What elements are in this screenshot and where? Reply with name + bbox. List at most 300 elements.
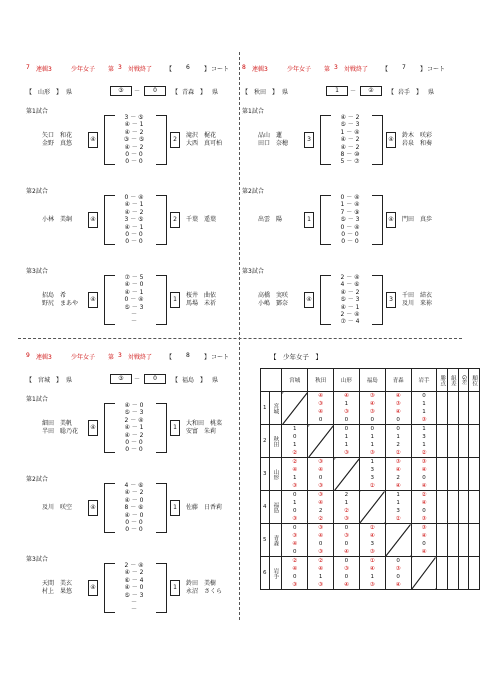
- left-bracket: [104, 563, 115, 613]
- standings-header: 青森: [385, 369, 411, 392]
- standings-cell-value: ②: [292, 558, 298, 564]
- standings-cell-value: 0: [318, 541, 323, 547]
- right-result: 1: [170, 420, 180, 436]
- player-right: 及川 来祢: [402, 300, 433, 307]
- left-result: ④: [88, 132, 98, 148]
- standings-cell-value: ④: [292, 541, 298, 547]
- standings-cell-value: ③: [421, 417, 427, 423]
- set-score: 3 － ⑤: [124, 114, 144, 121]
- standings-cell-value: 1: [396, 500, 400, 506]
- set-score: ④ － 2: [124, 489, 144, 497]
- player-right: 門田 真歩: [402, 216, 433, 223]
- set-score: ⑤ － 3: [340, 296, 360, 304]
- set-score: 0 － ④: [124, 296, 144, 304]
- standings-cell-value: ④: [395, 483, 401, 489]
- standings-cell-value: ④: [395, 467, 401, 473]
- standings-row: 3 山形 ② ④ 1 ③ ③ ④ 0 ③ 1 3 3 ② ③ ④ 2 ④ ③ ④ 0 ④: [261, 458, 480, 491]
- standings-cell-value: ④: [318, 566, 324, 572]
- left-players: [258, 216, 282, 224]
- standings-header: 秋田: [308, 369, 334, 392]
- standings-cell-value: 1: [422, 442, 426, 448]
- standings-cell-value: 1: [292, 426, 297, 432]
- left-result: 3: [304, 132, 314, 148]
- diagonal-cell: [308, 425, 334, 458]
- standings-cell-value: 3: [422, 434, 426, 440]
- standings-cell-value: ④: [343, 582, 349, 588]
- standings-cell-value: 0: [396, 417, 400, 423]
- player-right: 佐藤 日香莉: [186, 504, 223, 511]
- standings-title: 【 少年女子 】: [270, 353, 322, 361]
- standings-cell-value: 0: [318, 475, 323, 481]
- standings-cell-value: ③: [292, 533, 298, 539]
- standings-cell-value: 0: [344, 417, 349, 423]
- standings-cell-value: 3: [370, 475, 375, 481]
- standings-table: [260, 368, 480, 590]
- left-bracket: [104, 275, 115, 325]
- standings-blank: [437, 392, 448, 425]
- standings-cell-value: ④: [369, 401, 375, 407]
- standings-blank: [448, 425, 459, 458]
- player-right: 永沼 さくら: [186, 588, 223, 595]
- set-score: ④ － 1: [124, 121, 144, 129]
- left-players: [42, 216, 72, 224]
- player-right: 滝沢 梶花: [186, 132, 217, 139]
- standings-cell-value: 0: [292, 525, 297, 531]
- standings-blank: [437, 491, 448, 524]
- standings-cell-value: ④: [318, 500, 324, 506]
- standings-cell-value: ③: [421, 459, 427, 465]
- set-score: 0 － 0: [125, 158, 143, 166]
- team-right: 岩手: [398, 89, 411, 96]
- standings-blank: [469, 425, 480, 458]
- score-right: 0: [144, 86, 166, 96]
- set-score: －: [130, 310, 137, 318]
- set-score: 0 － 0: [125, 446, 143, 454]
- standings-header: 福島: [359, 369, 385, 392]
- standings-blank: [437, 425, 448, 458]
- diagonal-cell: [359, 491, 385, 524]
- set-score: －: [130, 598, 137, 606]
- standings-cell-value: ④: [421, 549, 427, 555]
- team-left: 宮城: [38, 377, 51, 384]
- right-bracket: [156, 403, 167, 453]
- standings-cell-value: ③: [395, 459, 401, 465]
- match-label: 第3試合: [242, 268, 264, 275]
- set-scores: [116, 274, 152, 326]
- left-result: ④: [88, 580, 98, 596]
- standings-cell-value: 3: [370, 541, 375, 547]
- left-result: 1: [304, 212, 314, 228]
- left-players: [42, 580, 72, 596]
- standings-cell-value: ③: [292, 582, 298, 588]
- standings-blank: [448, 458, 459, 491]
- standings-cell-value: ③: [369, 582, 375, 588]
- standings-cell-value: ②: [395, 450, 401, 456]
- standings-cell-value: ③: [369, 450, 375, 456]
- standings-cell-value: 0: [396, 558, 400, 564]
- standings-cell-value: 0: [292, 574, 297, 580]
- set-score: 5 － ⑦: [340, 158, 360, 166]
- standings-cell-value: ④: [292, 467, 298, 473]
- set-score: 0 － 0: [125, 150, 143, 158]
- left-bracket: [320, 115, 331, 165]
- standings-cell-value: ③: [343, 566, 349, 572]
- player-left: 及川 咲空: [42, 504, 73, 511]
- score-left: 1: [326, 86, 348, 96]
- standings-header: G差: [458, 369, 469, 392]
- diagonal-cell: [282, 392, 308, 425]
- left-bracket: [104, 483, 115, 533]
- standings-row: 5 青森 0 ③ ④ 0 ③ ④ 0 ③ 0 ③ 0 ④ ② ④ 3 ③ ③ ④ 0 ④: [261, 524, 480, 557]
- player-left: 田口 奈穂: [258, 140, 289, 147]
- right-players: [186, 132, 222, 148]
- standings-cell-value: ②: [292, 459, 298, 465]
- standings-header: 岩手: [411, 369, 437, 392]
- diagonal-cell: [334, 458, 360, 491]
- standings-cell-value: ②: [395, 516, 401, 522]
- left-bracket: [104, 115, 115, 165]
- match-2: [26, 474, 246, 538]
- diagonal-cell: [385, 524, 411, 557]
- set-scores: [116, 562, 152, 614]
- standings-blank: [469, 524, 480, 557]
- match-3: [242, 266, 462, 330]
- match-label: 第2試合: [242, 188, 264, 195]
- left-players: [42, 132, 72, 148]
- standings-cell-value: ③: [369, 393, 375, 399]
- match-2: [26, 186, 246, 250]
- left-result: ④: [88, 292, 98, 308]
- standings-blank: [448, 557, 459, 590]
- score-left: ③: [110, 374, 132, 384]
- standings-cell-value: ④: [318, 409, 324, 415]
- standings-cell-value: 0: [344, 558, 349, 564]
- player-right: 安富 朱莉: [186, 428, 217, 435]
- standings-blank: [437, 557, 448, 590]
- right-players: [186, 292, 216, 308]
- right-bracket: [372, 275, 383, 325]
- match-1: [26, 106, 246, 170]
- standings-cell-value: 0: [422, 541, 426, 547]
- set-score: ④ － 1: [340, 303, 360, 311]
- set-score: 8 － ⑩: [340, 150, 360, 158]
- right-players: [186, 216, 216, 224]
- set-score: 0 － 0: [341, 238, 359, 246]
- set-score: 4 － ⑥: [340, 281, 360, 289]
- right-players: [402, 216, 432, 224]
- set-score: ⑤ － 3: [340, 121, 360, 129]
- set-scores: [116, 482, 152, 534]
- standings-cell-value: 1: [344, 442, 349, 448]
- standings-cell-value: ②: [318, 516, 324, 522]
- standings-cell-value: ③: [318, 459, 324, 465]
- left-result: ④: [88, 500, 98, 516]
- set-score: ④ － 0: [124, 281, 144, 289]
- standings-cell-value: ④: [318, 533, 324, 539]
- standings-cell-value: 0: [370, 426, 375, 432]
- standings-cell-value: 0: [422, 508, 426, 514]
- standings-cell-value: 0: [344, 525, 349, 531]
- standings-cell-value: 1: [422, 426, 426, 432]
- set-score: 0 － ④: [340, 223, 360, 231]
- set-score: ④ － 1: [124, 223, 144, 231]
- left-players: [258, 132, 288, 148]
- standings-blank: [469, 491, 480, 524]
- match-2: [242, 186, 462, 250]
- left-bracket: [104, 195, 115, 245]
- right-bracket: [372, 195, 383, 245]
- standings-cell-value: 1: [370, 442, 375, 448]
- standings-cell-value: ③: [318, 525, 324, 531]
- player-left: 細田 美帆: [42, 420, 73, 427]
- left-result: ④: [88, 212, 98, 228]
- player-right: 桜井 曲依: [186, 292, 217, 299]
- right-result: 2: [170, 212, 180, 228]
- set-score: ⑤ － 3: [124, 303, 144, 311]
- score-left: ③: [110, 86, 132, 96]
- standings-cell-value: ①: [369, 558, 375, 564]
- match-1: [26, 394, 246, 458]
- panel-header: 7 連輯3 少年女子 第 3 対戦終了 【 6 】 コート: [26, 64, 230, 73]
- right-players: [186, 504, 222, 512]
- standings-cell-value: ④: [421, 467, 427, 473]
- set-score: ④ － 1: [124, 424, 144, 432]
- score-right: ②: [360, 86, 382, 96]
- left-players: [42, 420, 78, 436]
- standings-cell-value: ③: [318, 483, 324, 489]
- set-score: 2 － ④: [340, 310, 360, 318]
- standings-blank: [458, 425, 469, 458]
- right-result: 1: [170, 292, 180, 308]
- standings-cell-value: ③: [421, 516, 427, 522]
- set-score: ④ － 0: [124, 496, 144, 504]
- standings-cell-value: ③: [318, 549, 324, 555]
- player-left: 招島 希: [42, 292, 67, 299]
- team-left: 秋田: [254, 89, 267, 96]
- standings-cell-value: 2: [318, 508, 323, 514]
- standings-cell-value: ②: [318, 558, 324, 564]
- standings-header: 山形: [334, 369, 360, 392]
- right-players: [186, 420, 222, 436]
- right-result: ④: [386, 212, 396, 228]
- score-right: 0: [144, 374, 166, 384]
- standings-cell-value: ③: [395, 566, 401, 572]
- standings-row: 4 福島 0 1 0 ③ ③ ④ 2 ② 2 1 ② ③ 1 1 3 ② ② ④ 0 ③: [261, 491, 480, 524]
- standings-cell-value: ②: [292, 450, 298, 456]
- left-result: ④: [88, 420, 98, 436]
- standings-cell-value: ②: [343, 508, 349, 514]
- match-3: [26, 554, 246, 618]
- standings-blank: [437, 458, 448, 491]
- standings-cell-value: ③: [318, 582, 324, 588]
- right-bracket: [156, 563, 167, 613]
- player-left: 小林 美絅: [42, 216, 73, 223]
- standings-cell-value: 3: [396, 508, 400, 514]
- player-left: 天間 美玄: [42, 580, 73, 587]
- set-score: 7 － ⑨: [340, 208, 360, 216]
- match-label: 第3試合: [26, 268, 48, 275]
- set-score: ⑤ － 3: [124, 409, 144, 417]
- right-players: [186, 580, 222, 596]
- standings-cell-value: 1: [370, 574, 375, 580]
- standings-cell-value: 0: [396, 426, 400, 432]
- set-score: ④ － 1: [124, 201, 144, 209]
- right-bracket: [156, 115, 167, 165]
- standings-cell-value: 0: [292, 434, 297, 440]
- standings-row: 1 宮城 ④ ③ ④ 0 ④ 1 ③ 0 ③ ④ ③ 0 ④ ③ ④ 0 0 1 1 ③: [261, 392, 480, 425]
- standings-cell-value: 3: [370, 467, 375, 473]
- standings-cell-value: 0: [292, 492, 297, 498]
- standings-row: 6 岩手 ② ④ 0 ③ ② ④ 1 ③ 0 ③ 0 ④ ① ④ 1 ③ 0 ③ 0 ④: [261, 557, 480, 590]
- set-score: ⑤ － 3: [124, 591, 144, 599]
- standings-cell-value: 0: [318, 417, 323, 423]
- standings-cell-value: ③: [318, 492, 324, 498]
- set-score: ③ － ⑤: [123, 136, 145, 144]
- standings-blank: [469, 458, 480, 491]
- set-scores: [116, 114, 152, 166]
- team-right: 青森: [182, 89, 195, 96]
- set-scores: [116, 194, 152, 246]
- team-left: 山形: [38, 89, 51, 96]
- standings-header: 順位: [469, 369, 480, 392]
- right-players: [402, 292, 432, 308]
- standings-blank: [448, 392, 459, 425]
- standings-cell-value: ③: [318, 401, 324, 407]
- match-label: 第2試合: [26, 188, 48, 195]
- right-result: ④: [386, 132, 396, 148]
- player-left: 矢口 和花: [42, 132, 73, 139]
- standings-cell-value: 0: [344, 426, 349, 432]
- standings-blank: [469, 557, 480, 590]
- set-score: 0 － 0: [125, 438, 143, 446]
- match-label: 第1試合: [242, 108, 264, 115]
- player-left: 野尻 まあや: [42, 300, 79, 307]
- standings-cell-value: ③: [421, 525, 427, 531]
- standings-cell-value: ④: [292, 566, 298, 572]
- standings-cell-value: 0: [370, 417, 375, 423]
- panel-header: 9 連輯3 少年女子 第 3 対戦終了 【 8 】 コート: [26, 352, 230, 361]
- set-score: 0 － 0: [125, 526, 143, 534]
- set-score: ④ － 1: [124, 288, 144, 296]
- set-score: 8 － ⑥: [124, 504, 144, 512]
- set-score: ⑦ － 5: [124, 274, 144, 281]
- standings-cell-value: ④: [318, 393, 324, 399]
- set-score: 2 － ④: [124, 562, 144, 569]
- player-left: 半田 聡乃花: [42, 428, 79, 435]
- standings-cell-value: ④: [343, 393, 349, 399]
- set-score: 0 － 0: [125, 230, 143, 238]
- panel-header: 8 連輯3 少年女子 第 3 対戦終了 【 7 】 コート: [242, 64, 446, 73]
- team-score-row: 【 宮城 】 県 ③ － 0 【 福島 】 県: [26, 375, 219, 384]
- player-right: 大和田 桃菜: [186, 420, 223, 427]
- player-left: 村上 果悠: [42, 588, 73, 595]
- standings-cell-value: 1: [344, 500, 349, 506]
- standings-cell-value: ③: [343, 533, 349, 539]
- set-score: ⑥ － 4: [124, 576, 144, 584]
- standings-cell-value: ②: [421, 492, 427, 498]
- standings-cell-value: ②: [421, 450, 427, 456]
- standings-cell-value: ④: [421, 500, 427, 506]
- match-3: [26, 266, 246, 330]
- set-scores: [116, 402, 152, 454]
- left-result: ④: [304, 292, 314, 308]
- standings-blank: [458, 524, 469, 557]
- right-players: [402, 132, 432, 148]
- standings-blank: [469, 392, 480, 425]
- team-score-row: 【 秋田 】 県 1 － ② 【 岩手 】 県: [242, 87, 435, 96]
- standings-cell-value: ③: [369, 549, 375, 555]
- standings-cell-value: ④: [343, 549, 349, 555]
- standings-header: 組差: [448, 369, 459, 392]
- set-score: 2 － ④: [124, 416, 144, 424]
- set-score: －: [130, 318, 137, 326]
- set-score: ④ － 2: [124, 208, 144, 216]
- standings-blank: [448, 491, 459, 524]
- set-score: 0 － 0: [125, 518, 143, 526]
- set-score: ④ － 2: [124, 143, 144, 151]
- standings-cell-value: 1: [344, 434, 349, 440]
- right-result: 1: [170, 580, 180, 596]
- left-players: [258, 292, 288, 308]
- player-right: 大西 真可柏: [186, 140, 223, 147]
- standings-cell-value: 1: [292, 475, 297, 481]
- standings-blank: [448, 524, 459, 557]
- standings-cell-value: ③: [343, 409, 349, 415]
- diagonal-cell: [411, 557, 437, 590]
- right-bracket: [156, 275, 167, 325]
- match-label: 第1試合: [26, 396, 48, 403]
- set-score: ④ － 0: [124, 584, 144, 592]
- standings-cell-value: ④: [421, 533, 427, 539]
- left-players: [42, 292, 78, 308]
- player-right: 鈴木 咲彩: [402, 132, 433, 139]
- standings-cell-value: 1: [370, 459, 375, 465]
- standings-cell-value: ③: [369, 409, 375, 415]
- player-left: 高橋 実咲: [258, 292, 289, 299]
- player-right: 千田 結衣: [402, 292, 433, 299]
- match-label: 第2試合: [26, 476, 48, 483]
- player-right: 千葉 遥葉: [186, 216, 217, 223]
- right-bracket: [156, 195, 167, 245]
- standings-cell-value: ④: [369, 566, 375, 572]
- standings-cell-value: 1: [422, 401, 426, 407]
- set-scores: [332, 194, 368, 246]
- set-score: ④ － 2: [124, 431, 144, 439]
- standings-cell-value: 1: [396, 434, 400, 440]
- set-score: 0 － ④: [124, 194, 144, 201]
- standings-cell-value: 2: [344, 492, 349, 498]
- standings-cell-value: 1: [292, 442, 297, 448]
- set-score: ④ － 2: [340, 288, 360, 296]
- standings-cell-value: 0: [344, 541, 349, 547]
- team-score-row: 【 山形 】 県 ③ － 0 【 青森 】 県: [26, 87, 219, 96]
- set-score: 0 － ④: [340, 194, 360, 201]
- player-left: 出雲 陽: [258, 216, 283, 223]
- right-result: 3: [386, 292, 396, 308]
- standings-cell-value: ③: [395, 401, 401, 407]
- set-score: 3 － ⑤: [124, 216, 144, 224]
- set-score: ⑦ － 4: [340, 318, 360, 326]
- match-panel-3: [26, 352, 246, 632]
- standings-cell-value: 1: [370, 434, 375, 440]
- standings-cell-value: 0: [292, 549, 297, 555]
- standings-cell-value: ④: [369, 533, 375, 539]
- standings-blank: [458, 392, 469, 425]
- set-score: ④ － 0: [124, 511, 144, 519]
- set-score: ④ － 2: [340, 136, 360, 144]
- set-score: ④ － 0: [124, 402, 144, 409]
- set-scores: [332, 114, 368, 166]
